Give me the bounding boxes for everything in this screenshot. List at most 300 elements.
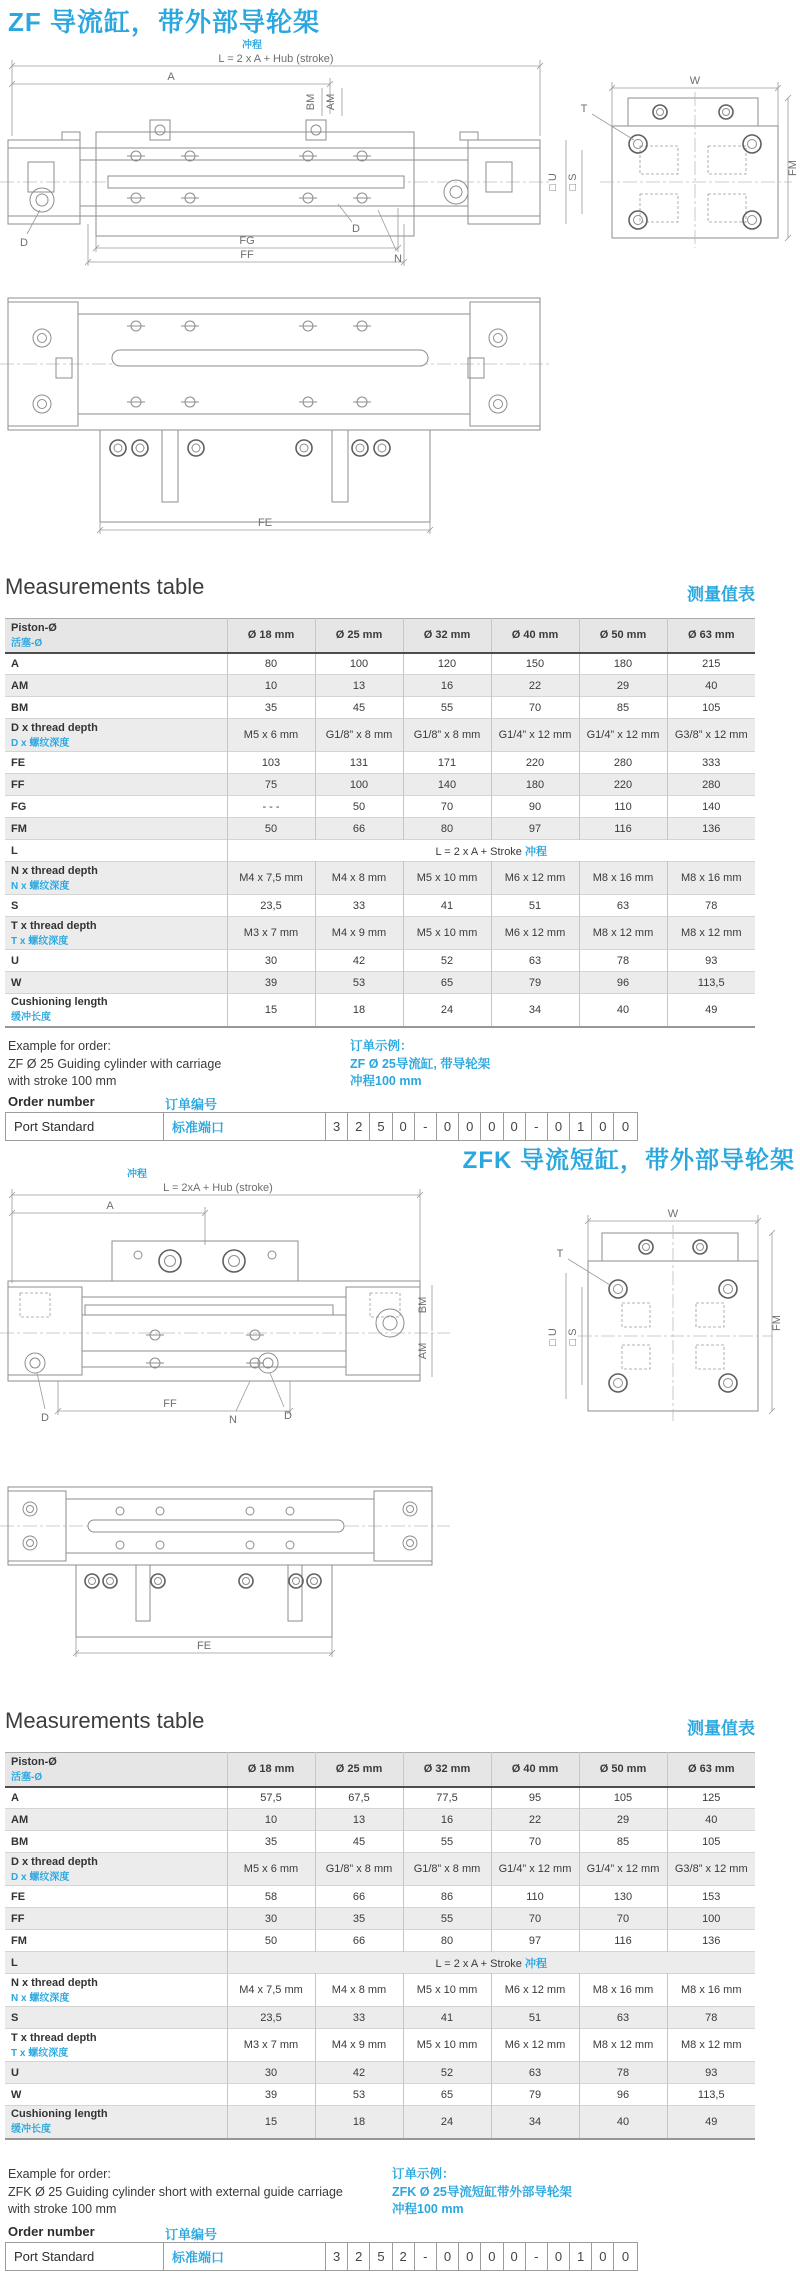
table-header-row: [5, 619, 755, 653]
value-cell: M6 x 12 mm: [491, 2029, 579, 2062]
dim-label-a: A: [167, 71, 175, 83]
value-cell: 22: [491, 675, 579, 697]
value-cell: 40: [705, 1813, 718, 1826]
dim-label-n: N: [394, 253, 402, 265]
value-cell: 78: [705, 899, 718, 912]
row-label-cell: A: [5, 1787, 227, 1809]
table-row: [5, 895, 755, 917]
example-line: ZFK Ø 25导流短缸带外部导轮架: [392, 2184, 572, 2199]
value-cell: 180: [579, 653, 667, 675]
value-cell: M4 x 9 mm: [315, 917, 403, 950]
order-digit-cell: 0: [504, 2243, 526, 2270]
value-cell: 13: [315, 675, 403, 697]
value-cell: 30: [227, 1908, 315, 1930]
value-cell: M8 x 16 mm: [680, 872, 742, 884]
order-digit-cell: 0: [592, 2243, 614, 2270]
value-cell: 45: [315, 1831, 403, 1853]
table-row: [5, 950, 755, 972]
value-cell: 55: [403, 1908, 491, 1930]
zfk-order-example-en: [8, 2166, 343, 2219]
value-cell: 40: [705, 679, 718, 692]
row-label-cell: AM: [5, 1809, 227, 1831]
row-label-cell: BM: [5, 697, 227, 719]
value-cell: 280: [702, 778, 721, 791]
value-cell: 86: [403, 1886, 491, 1908]
order-digit-cell: 2: [348, 2243, 370, 2270]
value-cell: 100: [315, 653, 403, 675]
row-label-cell: FM: [5, 818, 227, 840]
order-digit-cell: 0: [459, 1113, 481, 1140]
zf-section-title: ZF 导流缸，带外部导轮架: [8, 7, 320, 37]
value-cell: G1/8” x 8 mm: [403, 719, 491, 752]
dim-label-ff: FF: [240, 249, 254, 261]
value-cell: 70: [491, 1908, 579, 1930]
table-row: [5, 1809, 755, 1831]
zf-order-example-cn: [350, 1038, 490, 1091]
value-cell: 66: [315, 1886, 403, 1908]
value-cell: 103: [227, 752, 315, 774]
column-header-cell: Ø 25 mm: [315, 1753, 403, 1787]
table-row: [5, 697, 755, 719]
row-label-cell: T x thread depth T x 螺纹深度: [5, 2029, 227, 2062]
column-header-cell: Ø 32 mm: [403, 1753, 491, 1787]
value-cell: 136: [702, 822, 721, 835]
value-cell: 97: [491, 818, 579, 840]
value-cell: 63: [579, 2007, 667, 2029]
order-digit-cell: 0: [548, 1113, 570, 1140]
value-cell: 116: [579, 1930, 667, 1952]
value-cell: M6 x 12 mm: [491, 862, 579, 895]
column-header-cell: Ø 40 mm: [491, 1753, 579, 1787]
value-cell: 105: [579, 1787, 667, 1809]
value-cell: 42: [315, 950, 403, 972]
order-digit-cell: 0: [504, 1113, 526, 1140]
value-cell: 34: [491, 2106, 579, 2139]
value-cell: 100: [702, 1912, 721, 1925]
value-cell: 96: [579, 2084, 667, 2106]
value-cell: G1/8” x 8 mm: [315, 719, 403, 752]
row-label-cell: FM: [5, 1930, 227, 1952]
dim-label-n: N: [229, 1414, 237, 1426]
row-label-cell: U: [5, 2062, 227, 2084]
dim-label-bm: BM: [417, 1296, 429, 1314]
value-cell: M3 x 7 mm: [227, 2029, 315, 2062]
zf-order-row-label-cn: 标准端口: [164, 1113, 326, 1140]
dim-label-ff: FF: [163, 1398, 177, 1410]
value-cell: 29: [579, 675, 667, 697]
value-cell: 93: [705, 2066, 718, 2079]
value-cell: 67,5: [315, 1787, 403, 1809]
zfk-measurements-heading: Measurements table: [5, 1708, 205, 1733]
value-cell: 18: [315, 2106, 403, 2139]
value-cell: M8 x 12 mm: [680, 2039, 742, 2051]
value-cell: 78: [579, 950, 667, 972]
zfk-order-row-label-cn: 标准端口: [164, 2243, 326, 2270]
dim-label-fe: FE: [196, 1640, 212, 1652]
table-row: [5, 1974, 755, 2007]
value-cell: M8 x 16 mm: [579, 1974, 667, 2007]
column-header-cell: Ø 32 mm: [403, 619, 491, 653]
value-cell: 110: [579, 796, 667, 818]
dim-label-u: □ U: [547, 1328, 559, 1346]
column-header-cell: Ø 50 mm: [579, 619, 667, 653]
value-cell: 116: [579, 818, 667, 840]
value-cell: 33: [315, 2007, 403, 2029]
value-cell: 80: [403, 818, 491, 840]
value-cell: M5 x 6 mm: [227, 1853, 315, 1886]
value-cell: 79: [491, 972, 579, 994]
value-cell: M8 x 12 mm: [579, 917, 667, 950]
value-cell: 113,5: [697, 976, 725, 989]
value-cell: 180: [491, 774, 579, 796]
value-cell: M3 x 7 mm: [227, 917, 315, 950]
order-digit-cell: 0: [437, 1113, 459, 1140]
value-cell: 66: [315, 1930, 403, 1952]
dim-label-w: W: [667, 1208, 679, 1220]
value-cell: 51: [491, 895, 579, 917]
value-cell: 50: [227, 1930, 315, 1952]
row-label-cell: N x thread depth N x 螺纹深度: [5, 862, 227, 895]
example-line: with stroke 100 mm: [8, 2202, 117, 2216]
value-cell: 41: [403, 2007, 491, 2029]
stroke-label-cn: 冲程: [242, 40, 262, 51]
table-row: [5, 1886, 755, 1908]
row-label-cell: U: [5, 950, 227, 972]
zf-measurements-heading: Measurements table: [5, 574, 205, 599]
value-cell: 66: [315, 818, 403, 840]
table-row: [5, 1831, 755, 1853]
value-cell: 18: [315, 994, 403, 1027]
zfk-order-row-label: Port Standard: [6, 2243, 164, 2270]
value-cell: M4 x 7,5 mm: [227, 862, 315, 895]
row-label-cell: L: [5, 1952, 227, 1974]
example-line: ZF Ø 25导流缸, 带导轮架: [350, 1056, 491, 1071]
value-cell: 78: [705, 2011, 718, 2024]
value-cell: 333: [702, 756, 721, 769]
value-cell: G1/4” x 12 mm: [491, 719, 579, 752]
order-digit-cell: 0: [621, 1119, 630, 1134]
table-row: [5, 917, 755, 950]
value-cell: 215: [702, 657, 721, 670]
dim-label-t: T: [556, 1248, 564, 1260]
value-cell: 120: [403, 653, 491, 675]
value-cell: 105: [702, 701, 721, 714]
example-line: Example for order:: [8, 1039, 111, 1053]
value-cell: 63: [579, 895, 667, 917]
row-label-cell: D x thread depth D x 螺纹深度: [5, 719, 227, 752]
row-label-cell: S: [5, 895, 227, 917]
value-cell: M4 x 8 mm: [315, 862, 403, 895]
value-cell: 140: [403, 774, 491, 796]
zfk-section-title: ZFK 导流短缸，带外部导轮架: [462, 1147, 795, 1174]
value-cell: 78: [579, 2062, 667, 2084]
dim-label-d-right: D: [284, 1410, 292, 1422]
table-header-row: [5, 1753, 755, 1787]
value-cell: 70: [491, 1831, 579, 1853]
value-cell: 30: [227, 2062, 315, 2084]
value-cell: G1/4” x 12 mm: [491, 1853, 579, 1886]
row-label-cell: FF: [5, 774, 227, 796]
value-cell: 49: [705, 1003, 718, 1016]
value-cell: M5 x 10 mm: [403, 862, 491, 895]
value-cell: 50: [315, 796, 403, 818]
value-cell: 97: [491, 1930, 579, 1952]
order-digit-cell: -: [526, 2243, 548, 2270]
piston-diameter-header-cell: Piston-Ø 活塞-Ø: [5, 619, 227, 653]
order-digit-cell: 0: [393, 1113, 415, 1140]
zf-order-digit-boxes: [326, 1113, 637, 1140]
dim-label-a: A: [106, 1200, 114, 1212]
value-cell: 113,5: [697, 2088, 725, 2101]
value-cell: 10: [227, 1809, 315, 1831]
value-cell: M8 x 12 mm: [680, 927, 742, 939]
column-header-cell: Ø 50 mm: [579, 1753, 667, 1787]
value-cell: 85: [579, 1831, 667, 1853]
row-label-cell: FE: [5, 1886, 227, 1908]
value-cell: 95: [491, 1787, 579, 1809]
order-digit-cell: 3: [326, 2243, 348, 2270]
value-cell: M4 x 8 mm: [315, 1974, 403, 2007]
value-cell: 63: [491, 2062, 579, 2084]
order-digit-cell: 3: [326, 1113, 348, 1140]
value-cell: 75: [227, 774, 315, 796]
value-cell: 57,5: [227, 1787, 315, 1809]
order-digit-cell: 1: [570, 1113, 592, 1140]
value-cell: 136: [702, 1934, 721, 1947]
value-cell: M5 x 6 mm: [227, 719, 315, 752]
value-cell: G1/4” x 12 mm: [579, 719, 667, 752]
dim-label-u: □ U: [547, 173, 559, 191]
value-cell: 55: [403, 1831, 491, 1853]
zf-measurements-heading-cn: 测量值表: [687, 585, 755, 604]
order-digit-cell: 0: [459, 2243, 481, 2270]
value-cell: 130: [579, 1886, 667, 1908]
order-digit-cell: 5: [370, 2243, 392, 2270]
zfk-order-digit-boxes: [326, 2243, 637, 2270]
value-cell: 33: [315, 895, 403, 917]
order-digit-cell: 5: [370, 1113, 392, 1140]
value-cell: 10: [227, 675, 315, 697]
zfk-front-and-end-view-drawing: [0, 1165, 800, 1705]
value-cell: 35: [315, 1908, 403, 1930]
row-label-cell: Cushioning length 缓冲长度: [5, 994, 227, 1027]
value-cell: 34: [491, 994, 579, 1027]
value-cell: 150: [491, 653, 579, 675]
dim-label-d-left: D: [20, 237, 28, 249]
table-row: [5, 2007, 755, 2029]
value-cell: 51: [491, 2007, 579, 2029]
zf-measurements-table: [5, 618, 755, 1028]
example-line: 订单示例：: [392, 2167, 455, 2181]
value-cell: 140: [702, 800, 721, 813]
zf-order-number-heading: Order number: [8, 1094, 95, 1109]
value-cell: 171: [403, 752, 491, 774]
zf-bottom-view-drawing: [0, 286, 800, 541]
zf-front-and-end-view-drawing: [0, 36, 800, 286]
value-cell: 131: [315, 752, 403, 774]
column-header-cell: Ø 25 mm: [315, 619, 403, 653]
row-label-cell: FE: [5, 752, 227, 774]
table-row: [5, 972, 755, 994]
dim-label-s: □ S: [567, 173, 579, 191]
dim-label-am: AM: [325, 93, 337, 111]
dim-label-d-right: D: [352, 223, 360, 235]
row-label-cell: W: [5, 2084, 227, 2106]
value-cell: 77,5: [403, 1787, 491, 1809]
value-cell: 153: [702, 1890, 721, 1903]
value-cell: M5 x 10 mm: [403, 2029, 491, 2062]
row-label-cell: AM: [5, 675, 227, 697]
table-row: [5, 2062, 755, 2084]
value-cell: 96: [579, 972, 667, 994]
value-cell: 35: [227, 1831, 315, 1853]
value-cell: 30: [227, 950, 315, 972]
dim-label-fg: FG: [239, 235, 255, 247]
value-cell: 23,5: [227, 2007, 315, 2029]
value-cell: M6 x 12 mm: [491, 917, 579, 950]
value-cell: M6 x 12 mm: [491, 1974, 579, 2007]
value-cell: 24: [403, 994, 491, 1027]
value-cell: - - -: [227, 796, 315, 818]
value-cell: 100: [315, 774, 403, 796]
dim-label-bm: BM: [305, 93, 317, 111]
table-row: [5, 2084, 755, 2106]
table-row: [5, 752, 755, 774]
value-cell: 42: [315, 2062, 403, 2084]
zf-order-row-label: Port Standard: [6, 1113, 164, 1140]
value-cell: 220: [579, 774, 667, 796]
value-cell: 220: [491, 752, 579, 774]
row-label-cell: FG: [5, 796, 227, 818]
row-label-cell: BM: [5, 1831, 227, 1853]
value-cell: 22: [491, 1809, 579, 1831]
example-line: 冲程100 mm: [392, 2202, 464, 2216]
row-label-cell: W: [5, 972, 227, 994]
dim-label-t: T: [580, 103, 588, 115]
order-digit-cell: -: [415, 2243, 437, 2270]
table-row: [5, 840, 755, 862]
order-digit-cell: 0: [621, 2249, 630, 2264]
value-cell: 65: [403, 2084, 491, 2106]
zfk-measurements-heading-cn: 测量值表: [687, 1719, 755, 1738]
value-cell: 80: [403, 1930, 491, 1952]
zf-order-number-row: [5, 1112, 638, 1141]
table-row: [5, 675, 755, 697]
table-row: [5, 653, 755, 675]
order-digit-cell: 1: [570, 2243, 592, 2270]
table-row: [5, 719, 755, 752]
value-cell: 16: [403, 675, 491, 697]
dim-label-length-formula: L = 2xA + Hub (stroke): [163, 1182, 273, 1194]
stroke-label-cn: 冲程: [127, 1169, 147, 1180]
value-cell: 29: [579, 1809, 667, 1831]
table-row: [5, 818, 755, 840]
value-cell: 65: [403, 972, 491, 994]
zfk-measurements-table: [5, 1752, 755, 2140]
table-row: [5, 774, 755, 796]
value-cell: 23,5: [227, 895, 315, 917]
value-cell: 280: [579, 752, 667, 774]
row-label-cell: A: [5, 653, 227, 675]
column-header-cell: Ø 63 mm: [688, 629, 735, 642]
value-cell: M5 x 10 mm: [403, 917, 491, 950]
value-cell: G3/8” x 12 mm: [674, 1863, 748, 1875]
zfk-order-example-cn: [392, 2166, 572, 2219]
order-digit-cell: -: [526, 1113, 548, 1140]
value-cell: G1/4” x 12 mm: [579, 1853, 667, 1886]
value-cell: G3/8” x 12 mm: [674, 729, 748, 741]
zf-order-example-en: [8, 1038, 221, 1091]
column-header-cell: Ø 18 mm: [227, 619, 315, 653]
table-row: [5, 1853, 755, 1886]
spanned-value-cell: L = 2 x A + Stroke 冲程: [435, 845, 547, 858]
value-cell: 58: [227, 1886, 315, 1908]
value-cell: M8 x 16 mm: [579, 862, 667, 895]
value-cell: 125: [702, 1791, 721, 1804]
value-cell: M4 x 9 mm: [315, 2029, 403, 2062]
value-cell: 52: [403, 2062, 491, 2084]
value-cell: M4 x 7,5 mm: [227, 1974, 315, 2007]
value-cell: 40: [579, 994, 667, 1027]
column-header-cell: Ø 40 mm: [491, 619, 579, 653]
dim-label-d-left: D: [41, 1412, 49, 1424]
value-cell: 39: [227, 2084, 315, 2106]
order-digit-cell: 0: [481, 2243, 503, 2270]
value-cell: 79: [491, 2084, 579, 2106]
value-cell: 105: [702, 1835, 721, 1848]
value-cell: 53: [315, 972, 403, 994]
dim-label-s: □ S: [567, 1328, 579, 1346]
example-line: 冲程100 mm: [350, 1074, 422, 1088]
row-label-cell: FF: [5, 1908, 227, 1930]
column-header-cell: Ø 18 mm: [227, 1753, 315, 1787]
value-cell: 16: [403, 1809, 491, 1831]
zfk-order-number-heading: Order number: [8, 2224, 95, 2239]
table-row: [5, 1908, 755, 1930]
value-cell: M8 x 16 mm: [680, 1984, 742, 1996]
value-cell: 85: [579, 697, 667, 719]
order-digit-cell: 2: [393, 2243, 415, 2270]
dim-label-fe: FE: [257, 517, 273, 529]
value-cell: 93: [705, 954, 718, 967]
order-digit-cell: 0: [481, 1113, 503, 1140]
value-cell: 90: [491, 796, 579, 818]
table-row: [5, 2106, 755, 2139]
zf-order-number-heading-cn: 订单编号: [165, 1097, 218, 1112]
example-line: ZFK Ø 25 Guiding cylinder short with external guide carriage: [8, 2184, 343, 2199]
table-row: [5, 862, 755, 895]
value-cell: 40: [579, 2106, 667, 2139]
piston-diameter-header-cell: Piston-Ø 活塞-Ø: [5, 1753, 227, 1787]
value-cell: 52: [403, 950, 491, 972]
value-cell: 45: [315, 697, 403, 719]
column-header-cell: Ø 63 mm: [688, 1763, 735, 1776]
dim-label-w: W: [689, 75, 701, 87]
value-cell: 53: [315, 2084, 403, 2106]
row-label-cell: L: [5, 840, 227, 862]
order-digit-cell: 0: [592, 1113, 614, 1140]
dim-label-length-formula: L = 2 x A + Hub (stroke): [218, 53, 334, 65]
table-row: [5, 796, 755, 818]
table-row: [5, 994, 755, 1027]
row-label-cell: S: [5, 2007, 227, 2029]
value-cell: 55: [403, 697, 491, 719]
table-row: [5, 1930, 755, 1952]
value-cell: M8 x 12 mm: [579, 2029, 667, 2062]
table-row: [5, 2029, 755, 2062]
row-label-cell: T x thread depth T x 螺纹深度: [5, 917, 227, 950]
order-digit-cell: 0: [548, 2243, 570, 2270]
